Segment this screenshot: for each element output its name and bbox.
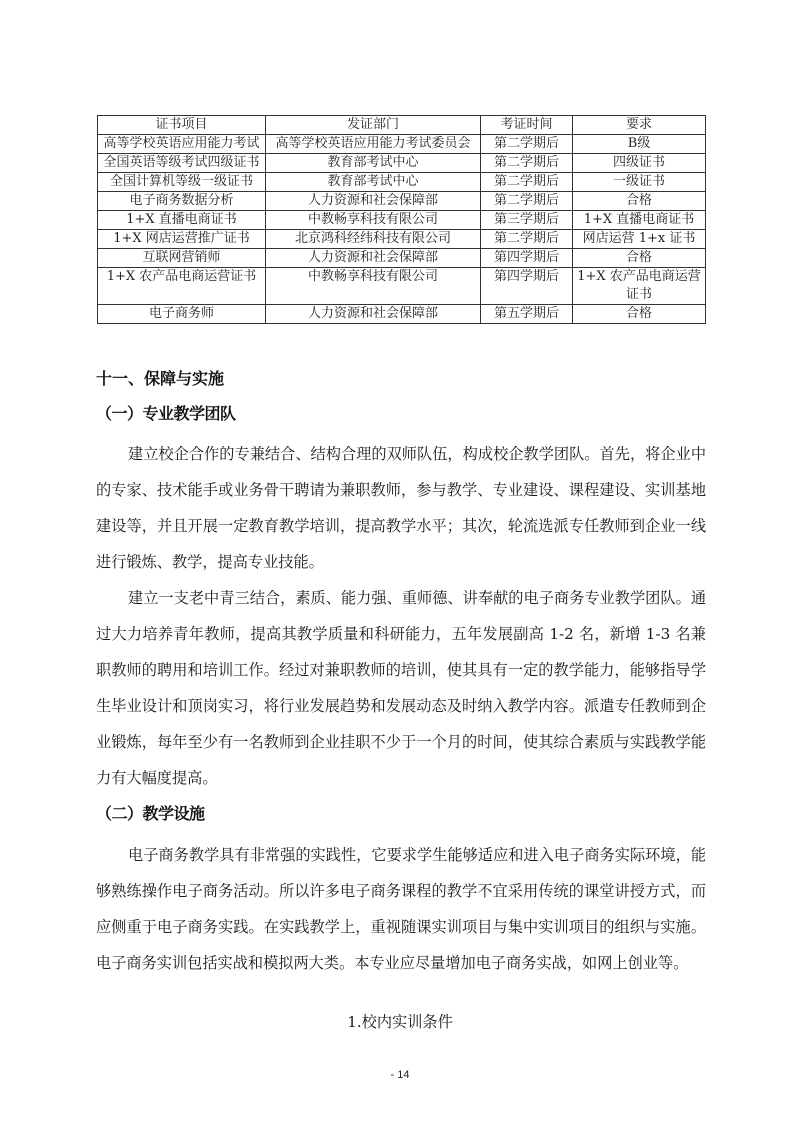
cell-exam-time: 第二学期后 [481,192,573,211]
table-row [98,211,706,230]
header-requirement: 要求 [573,116,706,135]
table-row [98,173,706,192]
cell-requirement: 四级证书 [573,154,706,173]
table-header-row [98,116,706,135]
cell-issuer: 中教畅享科技有限公司 [266,211,481,230]
cell-requirement: 合格 [573,249,706,268]
cell-requirement: 一级证书 [573,173,706,192]
table-row [98,154,706,173]
cell-issuer: 北京鸿科经纬科技有限公司 [266,230,481,249]
cell-issuer: 高等学校英语应用能力考试委员会 [266,135,481,154]
paragraph: 电子商务教学具有非常强的实践性，它要求学生能够适应和进入电子商务实际环境，能够熟练操作电子商务活动。所以许多电子商务课程的教学不宜采用传统的课堂讲授方式，而应侧重于电子商务实践。在实践教学上，重视随课实训项目与集中实训项目的组织与实施。电子商务实训包括实战和模拟两大类。本专业应尽量增加电子商务实战，如网上创业等。 [96,846,706,972]
cell-issuer: 人力资源和社会保障部 [266,305,481,324]
cell-requirement: B级 [573,135,706,154]
table-row [98,230,706,249]
cell-cert-item: 互联网营销师 [98,249,266,268]
cell-issuer: 中教畅享科技有限公司 [266,268,481,305]
section-heading: 十一、保障与实施 [96,369,225,388]
item-title: 1.校内实训条件 [347,1013,453,1031]
cell-exam-time: 第五学期后 [481,305,573,324]
cell-exam-time: 第二学期后 [481,173,573,192]
cell-cert-item: 电子商务师 [98,305,266,324]
table-row [98,305,706,324]
cell-requirement: 合格 [573,305,706,324]
paragraph: 建立校企合作的专兼结合、结构合理的双师队伍，构成校企教学团队。首先，将企业中的专家、技术能手或业务骨干聘请为兼职教师，参与教学、专业建设、课程建设、实训基地建设等，并且开展一定教育教学培训，提高教学水平；其次，轮流选派专任教师到企业一线进行锻炼、教学，提高专业技能。 [96,445,706,571]
page-number: - 14 [390,1069,410,1081]
cell-exam-time: 第三学期后 [481,211,573,230]
header-exam-time: 考证时间 [481,116,573,135]
cell-cert-item: 高等学校英语应用能力考试 [98,135,266,154]
cell-requirement: 1+X 农产品电商运营证书 [573,268,706,305]
cell-cert-item: 全国计算机等级一级证书 [98,173,266,192]
cell-exam-time: 第二学期后 [481,230,573,249]
subsection-heading-teaching-facilities: （二）教学设施 [96,804,205,823]
table-row [98,135,706,154]
header-cert-item: 证书项目 [98,116,266,135]
cell-requirement: 合格 [573,192,706,211]
paragraph: 建立一支老中青三结合，素质、能力强、重师德、讲奉献的电子商务专业教学团队。通过大力培养青年教师，提高其教学质量和科研能力，五年发展副高 1-2 名，新增 1-3 名兼职教师的聘用和培训工作。经过对兼职教师的培训，使其具有一定的教学能力，能够指导学生毕业设计和顶岗实习，将行业发展趋势和发展动态及时纳入教学内容。派遣专任教师到企业锻炼，每年至少有一名教师到企业挂职不少于一个月的时间，使其综合素质与实践教学能力有大幅度提高。 [96,589,706,787]
cell-exam-time: 第二学期后 [481,154,573,173]
header-issuer: 发证部门 [266,116,481,135]
cell-requirement: 1+X 直播电商证书 [573,211,706,230]
cell-cert-item: 1+X 农产品电商运营证书 [98,268,266,305]
cell-exam-time: 第二学期后 [481,135,573,154]
certificate-table [97,115,706,324]
cell-issuer: 人力资源和社会保障部 [266,192,481,211]
cell-cert-item: 1+X 直播电商证书 [98,211,266,230]
cell-exam-time: 第四学期后 [481,249,573,268]
cell-requirement: 网店运营 1+x 证书 [573,230,706,249]
cell-issuer: 教育部考试中心 [266,173,481,192]
cell-cert-item: 全国英语等级考试四级证书 [98,154,266,173]
subsection-heading-teaching-team: （一）专业教学团队 [96,404,236,423]
table-row [98,192,706,211]
cell-issuer: 人力资源和社会保障部 [266,249,481,268]
cell-cert-item: 电子商务数据分析 [98,192,266,211]
table-row [98,268,706,305]
cell-exam-time: 第四学期后 [481,268,573,305]
cell-issuer: 教育部考试中心 [266,154,481,173]
table-row [98,249,706,268]
cell-cert-item: 1+X 网店运营推广证书 [98,230,266,249]
